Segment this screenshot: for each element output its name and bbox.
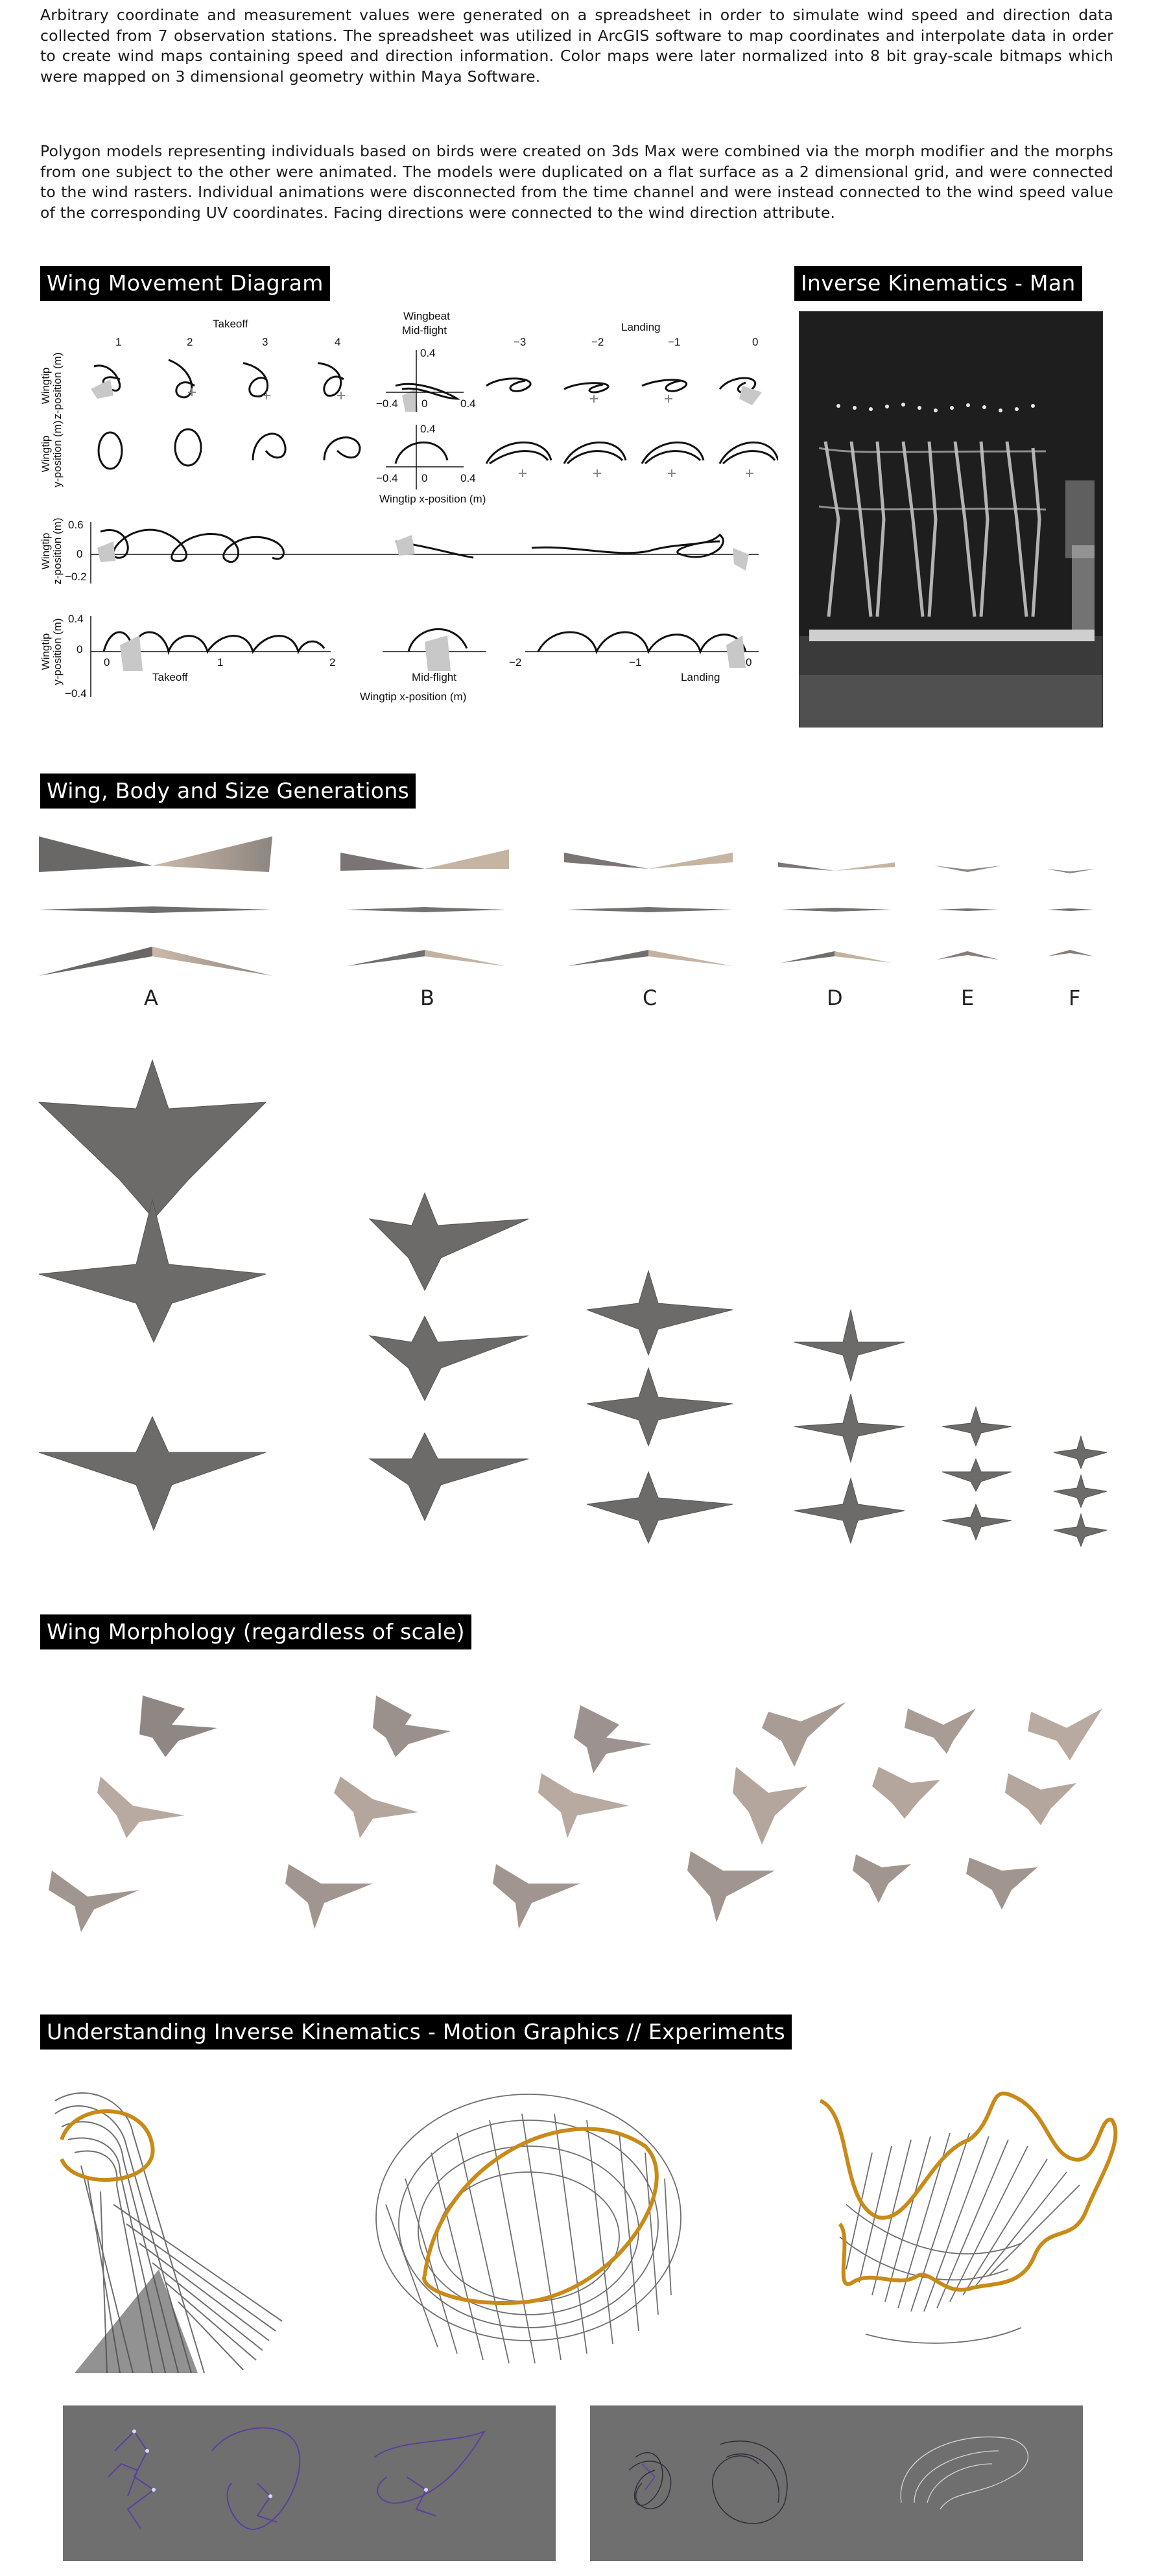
bottom-tick-0a: 0 [104, 656, 110, 668]
y-bird-silhouettes [120, 635, 746, 671]
diagram-midflight-title: Mid-flight [402, 324, 447, 337]
section-title-morphology: Wing Morphology (regardless of scale) [40, 1614, 471, 1649]
mid-tick-top-m04: −0.4 [376, 397, 398, 410]
ylabel-y-top-1: Wingtip [40, 435, 52, 473]
y-tick-04: 0.4 [68, 613, 84, 625]
landing-col-0: 0 [752, 336, 759, 348]
generation-label-b: B [420, 986, 434, 1010]
mid-tick-bot-0: 0 [421, 472, 428, 484]
mid-tick-bot-m04: −0.4 [376, 472, 398, 484]
motion-render-1 [55, 2093, 282, 2373]
diagram-landing-title: Landing [621, 321, 661, 333]
mid-tick-top-04: 0.4 [420, 347, 436, 359]
section-title-inverse-kinematics-man: Inverse Kinematics - Man [794, 266, 1082, 301]
mid-tick-top-0: 0 [421, 397, 428, 410]
ylabel-z-bottom-2: z-position (m) [51, 517, 64, 585]
diagram-takeoff-title: Takeoff [213, 318, 248, 330]
generation-label-e: E [961, 986, 975, 1010]
chronophotograph [800, 312, 1102, 727]
y-tick-m04: −0.4 [65, 687, 87, 700]
generation-f-front [1046, 869, 1096, 956]
motion-render-3 [820, 2094, 1115, 2343]
generation-d-front [778, 862, 895, 963]
generation-label-f: F [1069, 986, 1081, 1010]
generation-a-front [39, 836, 272, 976]
ik-rig-strokes-right [590, 2405, 1083, 2561]
diagram-xlabel-bottom: Wingtip x-position (m) [360, 691, 467, 703]
takeoff-col-2: 2 [187, 336, 193, 348]
morphology-group-2 [285, 1696, 451, 1929]
y-axes-bottom [91, 616, 759, 697]
bottom-tick-2: 2 [329, 656, 336, 668]
ik-rig-strokes-left [63, 2405, 556, 2561]
diagram-xlabel-top: Wingtip x-position (m) [379, 493, 486, 505]
section-title-generations: Wing, Body and Size Generations [40, 774, 416, 809]
bottom-tick-m1: −1 [629, 656, 642, 668]
wing-movement-diagram [32, 308, 778, 749]
section-title-motion-graphics: Understanding Inverse Kinematics - Motion Graphics // Experiments [40, 2015, 792, 2050]
landing-col-m3: −3 [514, 336, 527, 348]
ik-rig-panel-right [590, 2405, 1083, 2561]
motion-graphics-renders [36, 2075, 1125, 2399]
landing-col-m2: −2 [591, 336, 604, 348]
takeoff-col-3: 3 [262, 336, 268, 348]
section-title-wing-movement: Wing Movement Diagram [40, 266, 330, 301]
generation-c-top [587, 1271, 733, 1543]
diagram-wingbeat-title: Wingbeat [403, 310, 450, 322]
z-tick-0: 0 [77, 548, 83, 560]
bottom-label-midflight: Mid-flight [412, 671, 456, 683]
plus-markers-row2 [519, 469, 753, 477]
takeoff-col-1: 1 [115, 336, 122, 348]
ylabel-z-top-1: Wingtip [40, 367, 52, 405]
intro-paragraph-2: Polygon models representing individuals based on birds were created on 3ds Max were combined via the morph modifier and the morphs from one subject to the other were animated. The models were duplicated on a flat surface as a 2 dimensional grid, and were connected to the wind rasters. Individual animations were disconnected from the time channel and were instead connected to the wind speed value of the corresponding UV coordinates. Facing directions were connected to the wind direction attribute. [40, 142, 1113, 222]
ylabel-z-top-2: z-position (m) [51, 352, 64, 419]
ylabel-y-top-2: y-position (m) [51, 420, 64, 488]
z-bird-silhouettes [97, 535, 749, 571]
mid-tick-top-04b: 0.4 [460, 397, 476, 410]
generation-b-top [370, 1193, 528, 1520]
ylabel-y-bottom-1: Wingtip [40, 633, 52, 670]
midflight-loop-bottom [396, 442, 447, 464]
z-tick-m02: −0.2 [65, 571, 87, 583]
bottom-tick-1: 1 [217, 656, 224, 668]
y-loops-row [99, 429, 778, 469]
bottom-label-landing: Landing [681, 671, 720, 683]
y-tick-0: 0 [77, 643, 83, 656]
morphology-group-6 [966, 1708, 1102, 1909]
y-trajectories-bottom [104, 629, 746, 652]
generation-c-front [564, 853, 733, 966]
generations-front-views [36, 827, 1125, 982]
landing-col-m1: −1 [668, 336, 681, 348]
generation-label-c: C [643, 986, 657, 1010]
generation-d-top [794, 1310, 905, 1543]
generation-f-top [1054, 1436, 1107, 1546]
generations-top-views [36, 1044, 1125, 1582]
z-axes-bottom [91, 522, 759, 584]
generation-label-d: D [827, 986, 843, 1010]
bottom-tick-m2: −2 [509, 656, 522, 668]
generation-e-top [942, 1407, 1012, 1540]
takeoff-col-4: 4 [335, 336, 341, 348]
generation-label-a: A [144, 986, 158, 1010]
ylabel-z-bottom-1: Wingtip [40, 532, 52, 570]
morphology-group-3 [493, 1705, 652, 1929]
ylabel-y-bottom-2: y-position (m) [51, 618, 64, 685]
morphology-group-4 [687, 1702, 846, 1922]
mid-tick-bot-04: 0.4 [420, 423, 436, 435]
bottom-tick-0b: 0 [746, 656, 752, 668]
ik-rig-panel-left [63, 2405, 556, 2561]
generation-e-front [934, 866, 1002, 960]
inverse-kinematics-man-photo [799, 311, 1103, 727]
intro-paragraph-1: Arbitrary coordinate and measurement values were generated on a spreadsheet in order to simulate wind speed and direction data collected from 7 observation stations. The spreadsheet was utilized in ArcGIS software to map coordinates and interpolate data in order to create wind maps containing speed and direction information. Color maps were later normalized into 8 bit gray-scale bitmaps which were mapped on 3 dimensional geometry within Maya Software. [40, 6, 1113, 86]
generation-b-front [340, 849, 509, 966]
bottom-label-takeoff: Takeoff [152, 671, 188, 683]
motion-render-2 [376, 2094, 681, 2363]
z-tick-06: 0.6 [68, 519, 84, 531]
morphology-group-5 [853, 1708, 976, 1903]
generation-a-top [39, 1060, 266, 1530]
morphology-group-1 [49, 1696, 217, 1932]
wing-morphology-figures [36, 1676, 1125, 1955]
mid-tick-bot-04b: 0.4 [460, 472, 476, 484]
